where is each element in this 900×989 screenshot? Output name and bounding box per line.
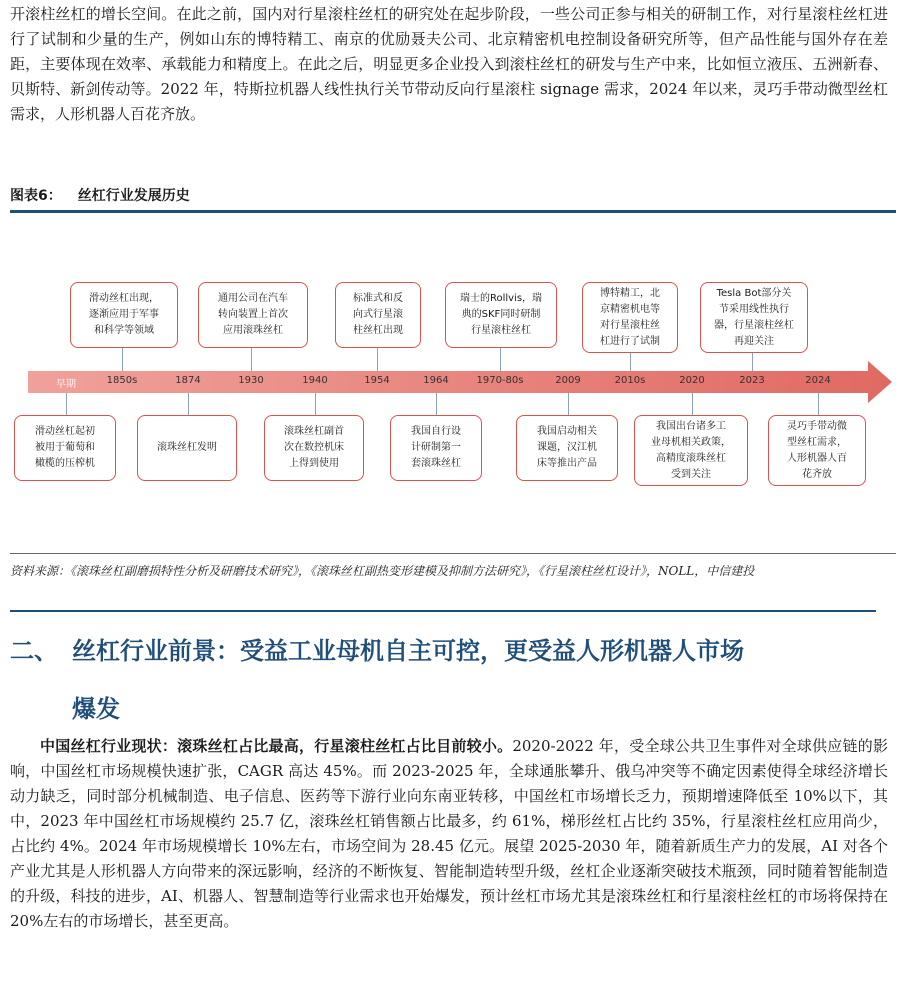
timeline-event-line: 我国自行设	[411, 426, 461, 437]
timeline-event-line: 被用于葡萄和	[35, 442, 95, 453]
timeline-event-line: 对行星滚柱丝	[600, 319, 660, 331]
timeline-event-line: 再迎关注	[734, 335, 774, 347]
timeline-event-box	[768, 415, 866, 486]
timeline-event-line: 高精度滚珠丝杠	[656, 452, 726, 464]
timeline-connector	[692, 393, 693, 415]
timeline-event-line: 转向装置上首次	[218, 309, 288, 320]
body-text: 2020-2022 年，受全球公共卫生事件对全球供应链的影响，中国丝杠市场规模快速扩张，CAGR 高达 45%。而 2023-2025 年，全球通胀攀升、俄乌冲突等不确定因素使得全球经济增长动力缺乏，同时部分机械制造、电子信息、医药等下游行业向东南亚转移，中国丝杠市场增长乏力，预期增速降低至 10%以下，其中，2023 年中国丝杠市场规模约 25.7 亿，滚珠丝杠销售额占比最多，约 61%，梯形丝杠占比约 35%，行星滚柱丝杠应用尚少，占比约 4%。2024 年市场规模增长 10%左右，市场空间为 28.45 亿元。展望 2025-2030 年，随着新质生产力的发展，AI 对各个产业尤其是人形机器人方向带来的深远影响，经济的不断恢复、智能制造转型升级，丝杠企业逐渐突破技术瓶颈，同时随着智能制造的升级，科技的进步，AI、机器人、智慧制造等行业需求也开始爆发，预计丝杠市场尤其是滚珠丝杠和行星滚柱丝杠的市场将保持在 20%左右的市场增长，甚至更高。	[10, 737, 888, 930]
timeline-connector	[377, 348, 378, 371]
timeline-event-box	[582, 282, 678, 353]
timeline-event-line: 套滚珠丝杠	[411, 458, 461, 469]
timeline-event-line: 次在数控机床	[284, 442, 344, 453]
timeline-event-line: 床等推出产品	[537, 458, 597, 469]
body-lead: 中国丝杠行业现状：滚珠丝杠占比最高，行星滚柱丝杠占比目前较小。	[40, 737, 513, 755]
timeline-year: 1940	[302, 375, 328, 386]
timeline-connector	[66, 393, 67, 415]
timeline-connector	[630, 353, 631, 371]
timeline-connector	[122, 348, 123, 371]
timeline-event-line: 灵巧手带动微	[787, 420, 847, 432]
timeline-year: 1954	[364, 375, 390, 386]
timeline-event-line: 花齐放	[802, 468, 832, 480]
timeline-event-box	[700, 282, 808, 353]
timeline-event-line: Tesla Bot部分关	[716, 287, 792, 299]
timeline-year: 1874	[175, 375, 201, 386]
figure-number: 图表6：	[10, 188, 62, 204]
timeline-event-line: 人形机器人百	[787, 452, 847, 464]
timeline-connector	[500, 348, 501, 371]
timeline-connector	[818, 393, 819, 415]
timeline-event-line: 节采用线性执行	[719, 303, 789, 315]
timeline-event-box	[14, 415, 116, 481]
section-title-line1: 丝杠行业前景：受益工业母机自主可控，更受益人形机器人市场	[72, 637, 744, 665]
timeline-event-box	[70, 282, 178, 348]
timeline-event-line: 课题，汉江机	[537, 442, 597, 453]
timeline-event-box	[634, 415, 748, 486]
timeline-event-line: 应用滚珠丝杠	[223, 325, 283, 336]
section-divider	[10, 610, 876, 612]
timeline-year: 2023	[739, 375, 765, 386]
timeline-event-line: 通用公司在汽车	[218, 293, 288, 304]
timeline-event-line: 逐渐应用于军事	[89, 309, 159, 320]
section-title-line2: 爆发	[72, 695, 120, 723]
timeline-year: 2009	[555, 375, 581, 386]
timeline-event-line: 上得到使用	[289, 458, 339, 469]
timeline-event-box	[335, 282, 421, 348]
timeline-event-line: 滑动丝杠起初	[35, 426, 95, 437]
body-paragraph	[10, 734, 888, 934]
intro-paragraph: 开滚柱丝杠的增长空间。在此之前，国内对行星滚柱丝杠的研究处在起步阶段，一些公司正参与相关的研制工作，对行星滚柱丝杠进行了试制和少量的生产，例如山东的博特精工、南京的优励聂夫公司、北京精密机电控制设备研究所等，但产品性能与国外存在差距，主要体现在效率、承载能力和精度上。在此之后，明显更多企业投入到滚柱丝杠的研发与生产中来，比如恒立液压、五洲新春、贝斯特、新剑传动等。2022 年，特斯拉机器人线性执行关节带动反向行星滚柱 signage 需求，2024 年以来，灵巧手带动微型丝杠需求，人形机器人百花齐放。	[10, 5, 888, 123]
timeline-event-line: 受到关注	[671, 468, 711, 480]
timeline-event-line: 向式行星滚	[353, 309, 403, 320]
timeline-event-line: 我国出台诸多工	[656, 420, 726, 432]
timeline-event-box	[264, 415, 364, 481]
timeline-connector	[315, 393, 316, 415]
timeline-event-line: 橄榄的压榨机	[35, 458, 95, 469]
timeline-event-line: 器，行星滚柱丝杠	[714, 319, 794, 331]
timeline-event-line: 业母机相关政策，	[651, 436, 731, 448]
figure-source: 资料来源：《滚珠丝杠副磨损特性分析及研磨技术研究》，《滚珠丝杠副热变形建模及抑制方法研究》，《行星滚柱丝杠设计》，NOLL，中信建投	[10, 553, 896, 579]
section-number: 二、	[10, 637, 58, 665]
timeline-event-box	[445, 282, 557, 348]
timeline-event-line: 滑动丝杠出现，	[89, 293, 159, 304]
timeline-event-box	[198, 282, 308, 348]
timeline-event-line: 瑞士的Rollvis，瑞	[459, 293, 543, 304]
timeline-year: 2010s	[614, 375, 646, 386]
timeline-event-line: 柱丝杠出现	[353, 325, 403, 336]
figure-caption: 丝杠行业发展历史	[77, 188, 190, 204]
timeline-connector	[251, 348, 252, 371]
timeline-event-line: 我国启动相关	[537, 426, 597, 437]
timeline-event-line: 博特精工，北	[600, 287, 660, 299]
timeline-connector	[752, 353, 753, 371]
timeline-connector	[188, 393, 189, 415]
timeline-year: 1970-80s	[476, 375, 524, 386]
timeline-diagram	[0, 215, 900, 555]
figure-title	[10, 184, 896, 213]
timeline-event-line: 和科学等领域	[94, 325, 154, 336]
timeline-event-line: 型丝杠需求，	[787, 436, 847, 448]
timeline-event-line: 计研制第一	[411, 442, 461, 453]
timeline-event-box	[137, 415, 237, 481]
timeline-event-line: 行星滚柱丝杠	[471, 325, 531, 336]
timeline-event-box	[516, 415, 618, 481]
timeline-connector	[436, 393, 437, 415]
timeline-year: 1850s	[106, 375, 138, 386]
timeline-event-line: 京精密机电等	[600, 303, 660, 315]
timeline-year: 2024	[805, 375, 831, 386]
timeline-year: 1930	[238, 375, 264, 386]
timeline-event-line: 滚珠丝杠副首	[284, 426, 344, 437]
timeline-event-line: 滚珠丝杠发明	[157, 442, 217, 453]
timeline-event-line: 标准式和反	[353, 293, 403, 304]
timeline-year: 早期	[56, 379, 76, 390]
timeline-year: 2020	[679, 375, 705, 386]
section-heading	[10, 622, 890, 738]
timeline-event-line: 典的SKF同时研制	[461, 309, 541, 320]
timeline-event-box	[390, 415, 482, 481]
timeline-event-line: 杠进行了试制	[600, 335, 660, 347]
timeline-year: 1964	[423, 375, 449, 386]
timeline-connector	[568, 393, 569, 415]
